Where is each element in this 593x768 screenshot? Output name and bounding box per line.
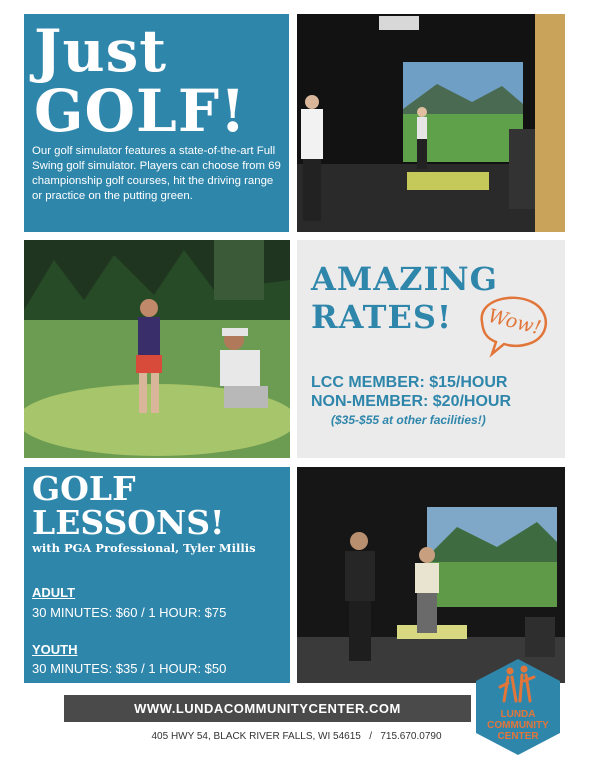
logo-text-line1: LUNDA: [500, 709, 536, 720]
rates-panel: [297, 240, 565, 458]
intro-panel: [24, 14, 289, 232]
intro-title-line1: Just: [34, 17, 168, 85]
adult-prices: 30 MINUTES: $60 / 1 HOUR: $75: [32, 605, 227, 620]
golf-lesson-image: [297, 467, 565, 683]
logo-text-line2: COMMUNITY: [487, 720, 549, 731]
putting-lesson-image: [24, 240, 290, 458]
address: 405 HWY 54, BLACK RIVER FALLS, WI 54615: [151, 731, 361, 742]
lessons-title-line2: LESSONS!: [32, 503, 225, 542]
lunda-logo-icon: [472, 657, 564, 757]
phone: 715.670.0790: [380, 731, 442, 742]
contact-separator: /: [369, 731, 372, 742]
rates-title-line1: AMAZING: [311, 260, 498, 298]
youth-label: YOUTH: [32, 642, 78, 657]
wow-speech-bubble-icon: [472, 288, 552, 358]
logo-text-line3: CENTER: [497, 731, 539, 742]
lessons-title-line1: GOLF: [32, 469, 136, 508]
member-rate: LCC MEMBER: $15/HOUR: [311, 374, 508, 391]
wow-badge-text: Wow!: [485, 304, 544, 340]
adult-label: ADULT: [32, 585, 76, 600]
intro-title-line2: GOLF!: [34, 77, 247, 145]
simulator-room-photo: [297, 14, 565, 232]
comparison-note: ($35-$55 at other facilities!): [331, 413, 486, 427]
website-url[interactable]: WWW.LUNDACOMMUNITYCENTER.COM: [134, 701, 401, 716]
golf-lesson-photo: [297, 467, 565, 683]
rates-title-line2: RATES!: [311, 298, 453, 336]
simulator-room-image: [297, 14, 565, 232]
lessons-panel: [24, 467, 290, 683]
nonmember-rate: NON-MEMBER: $20/HOUR: [311, 393, 512, 410]
lessons-subtitle: with PGA Professional, Tyler Millis: [32, 541, 256, 555]
youth-prices: 30 MINUTES: $35 / 1 HOUR: $50: [32, 661, 227, 676]
website-bar: [64, 695, 471, 722]
intro-description: Our golf simulator features a state-of-the-art Full Swing golf simulator. Players can choose from 69 championship golf courses, hit the driving range or practice on the putting green.: [32, 145, 281, 202]
putting-lesson-photo: [24, 240, 290, 458]
